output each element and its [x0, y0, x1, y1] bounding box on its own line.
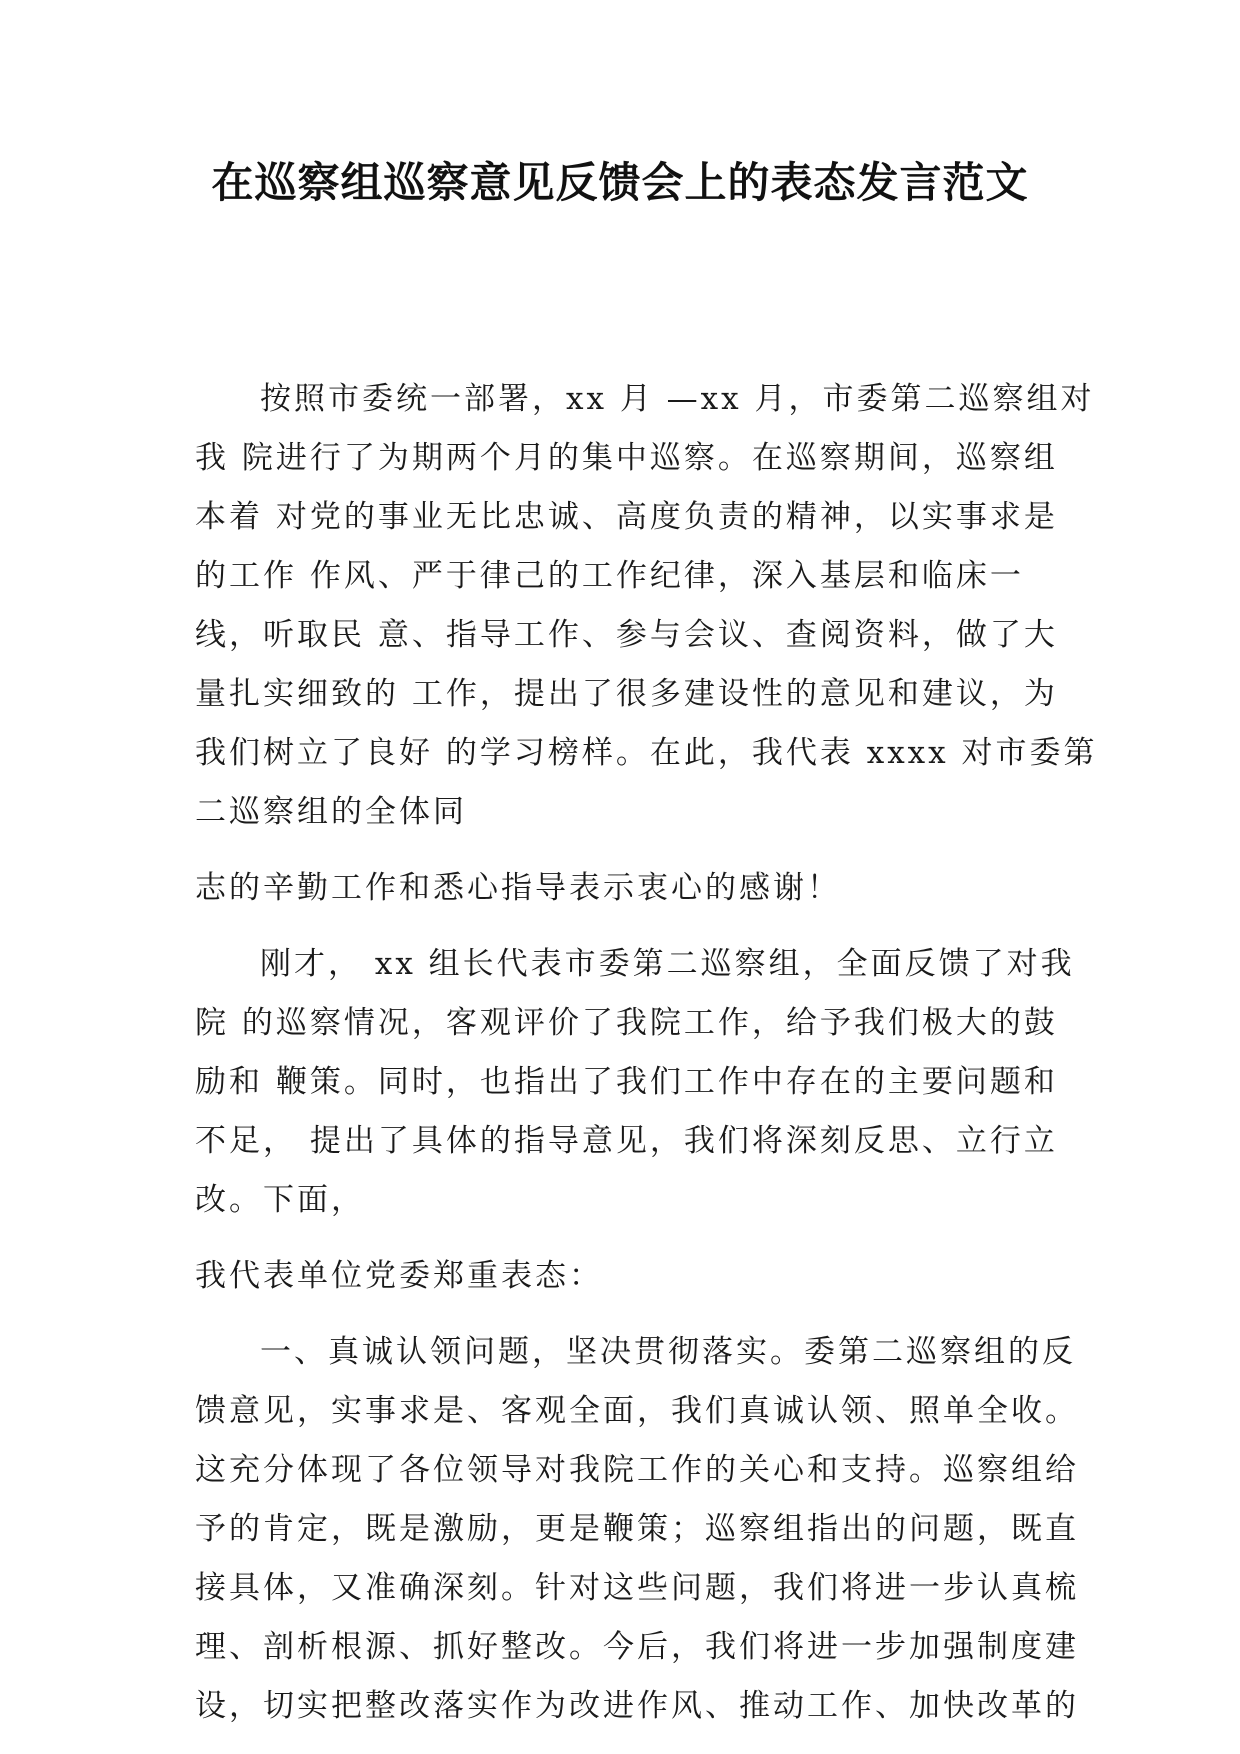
- paragraph-line: 的工作 作风、严于律己的工作纪律，深入基层和临床一: [195, 558, 1024, 594]
- paragraph-line: 理、剖析根源、抓好整改。今后，我们将进一步加强制度建: [195, 1629, 1079, 1665]
- paragraph-gap: [195, 1306, 1055, 1323]
- paragraph-line: 励和 鞭策。同时，也指出了我们工作中存在的主要问题和: [195, 1064, 1058, 1100]
- paragraph-line: 这充分体现了各位领导对我院工作的关心和支持。巡察组给: [195, 1452, 1079, 1488]
- paragraph-line: 院 的巡察情况，客观评价了我院工作，给予我们极大的鼓: [195, 1005, 1058, 1041]
- paragraph-gap: [195, 918, 1055, 935]
- paragraph-line: 我们树立了良好 的学习榜样。在此，我代表 xxxx 对市委第: [195, 735, 1098, 771]
- paragraph-1: [195, 370, 1098, 842]
- paragraph-line: 接具体，又准确深刻。针对这些问题，我们将进一步认真梳: [195, 1570, 1079, 1606]
- paragraph-gap: [195, 1230, 1055, 1247]
- document-title: 在巡察组巡察意见反馈会上的表态发言范文: [211, 158, 1029, 207]
- paragraph-line: 不足， 提出了具体的指导意见，我们将深刻反思、立行立: [195, 1123, 1058, 1159]
- paragraph-line: 二巡察组的全体同: [195, 794, 467, 830]
- paragraph-line: 志的辛勤工作和悉心指导表示衷心的感谢！: [195, 870, 841, 906]
- paragraph-line: 线，听取民 意、指导工作、参与会议、查阅资料，做了大: [195, 617, 1058, 653]
- paragraph-line: 馈意见，实事求是、客观全面，我们真诚认领、照单全收。: [195, 1393, 1079, 1429]
- paragraph-3: [195, 935, 1075, 1230]
- paragraph-line: 我 院进行了为期两个月的集中巡察。在巡察期间，巡察组: [195, 440, 1058, 476]
- document-body: [195, 370, 1098, 1736]
- paragraph-line: 设，切实把整改落实作为改进作风、推动工作、加快改革的: [195, 1688, 1079, 1724]
- paragraph-line: 我代表单位党委郑重表态：: [195, 1258, 603, 1294]
- paragraph-line: 按照市委统一部署，xx 月 —xx 月，市委第二巡察组对: [260, 381, 1095, 417]
- paragraph-gap: [195, 842, 1055, 859]
- paragraph-4: [195, 1247, 1055, 1306]
- paragraph-line: 改。下面，: [195, 1182, 365, 1218]
- paragraph-2: [195, 859, 1055, 918]
- paragraph-line: 本着 对党的事业无比忠诚、高度负责的精神，以实事求是: [195, 499, 1058, 535]
- paragraph-line: 刚才， xx 组长代表市委第二巡察组，全面反馈了对我: [260, 946, 1075, 982]
- paragraph-line: 一、真诚认领问题，坚决贯彻落实。委第二巡察组的反: [260, 1334, 1076, 1370]
- paragraph-line: 量扎实细致的 工作，提出了很多建设性的意见和建议，为: [195, 676, 1058, 712]
- paragraph-5: [195, 1323, 1079, 1736]
- paragraph-line: 予的肯定，既是激励，更是鞭策；巡察组指出的问题，既直: [195, 1511, 1079, 1547]
